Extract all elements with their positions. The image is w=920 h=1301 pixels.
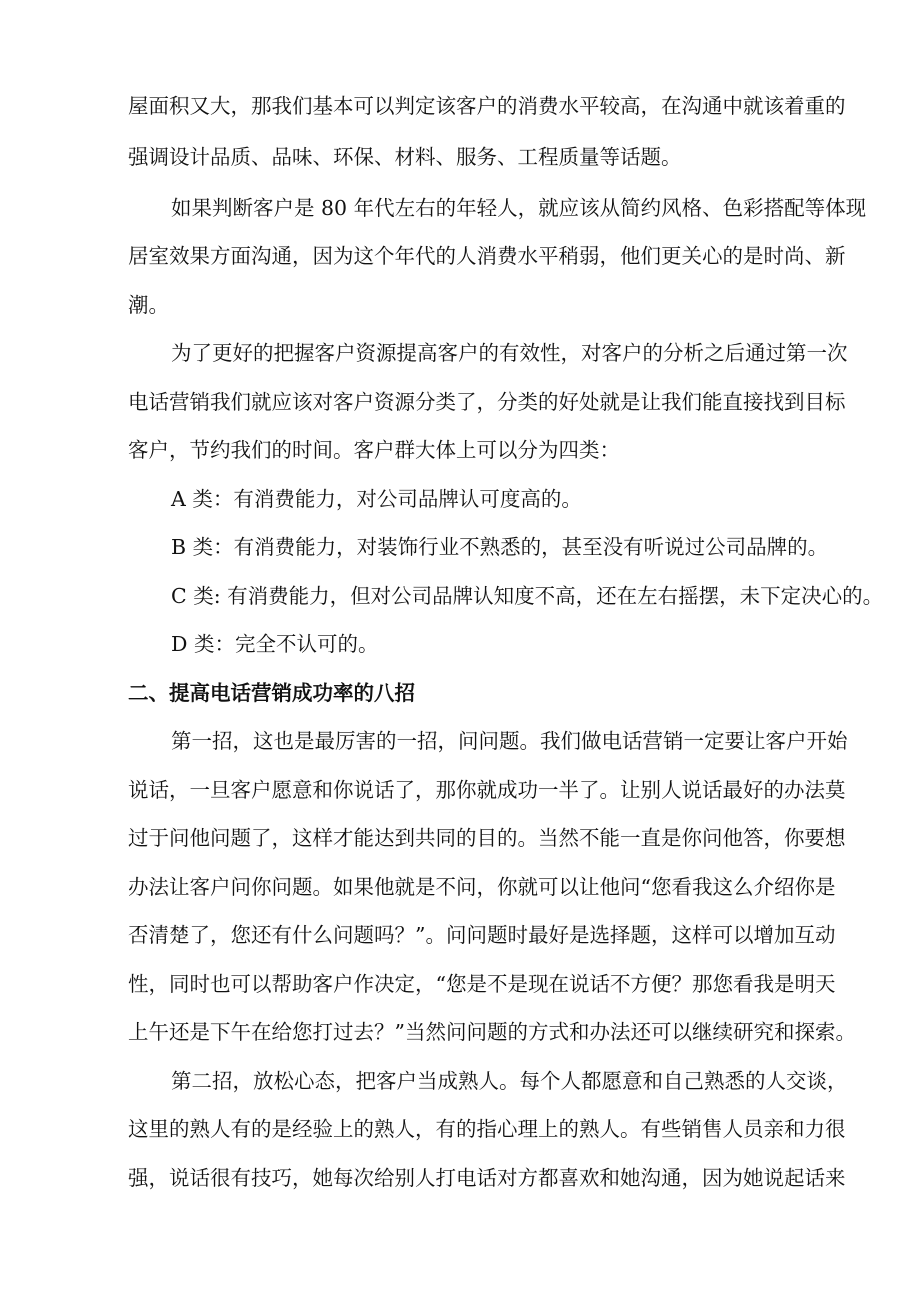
text-line: A 类：有消费能力，对公司品牌认可度高的。 bbox=[171, 487, 582, 511]
text-line: 第二招，放松心态，把客户当成熟人。每个人都愿意和自己熟悉的人交谈， bbox=[171, 1069, 848, 1093]
text-line: 如果判断客户是 80 年代左右的年轻人，就应该从简约风格、色彩搭配等体现 bbox=[171, 196, 867, 220]
text-line: C 类: 有消费能力，但对公司品牌认知度不高，还在左右摇摆，未下定决心的。 bbox=[171, 584, 884, 608]
text-line: B 类：有消费能力，对装饰行业不熟悉的，甚至没有听说过公司品牌的。 bbox=[171, 535, 829, 559]
text-line: 性，同时也可以帮助客户作决定，“您是不是现在说话不方便？那您看我是明天 bbox=[128, 972, 836, 996]
text-line: 客户，节约我们的时间。客户群大体上可以分为四类： bbox=[128, 438, 620, 462]
text-line: 办法让客户问你问题。如果他就是不问，你就可以让他问“您看我这么介绍你是 bbox=[128, 875, 836, 899]
text-line: 上午还是下午在给您打过去？”当然问问题的方式和办法还可以继续研究和探索。 bbox=[128, 1020, 856, 1044]
text-line: 过于问他问题了，这样才能达到共同的目的。当然不能一直是你问他答，你要想 bbox=[128, 826, 846, 850]
text-line: 否清楚了，您还有什么问题吗？”。问问题时最好是选择题，这样可以增加互动 bbox=[128, 923, 836, 947]
text-line: 第一招，这也是最厉害的一招，问问题。我们做电话营销一定要让客户开始 bbox=[171, 729, 848, 753]
text-line: 电话营销我们就应该对客户资源分类了，分类的好处就是让我们能直接找到目标 bbox=[128, 390, 846, 414]
text-line: 这里的熟人有的是经验上的熟人，有的指心理上的熟人。有些销售人员亲和力很 bbox=[128, 1117, 846, 1141]
text-line: 为了更好的把握客户资源提高客户的有效性，对客户的分析之后通过第一次 bbox=[171, 341, 848, 365]
text-line: 强调设计品质、品味、环保、材料、服务、工程质量等话题。 bbox=[128, 145, 682, 169]
text-line: D 类：完全不认可的。 bbox=[171, 632, 379, 656]
text-line: 强，说话很有技巧，她每次给别人打电话对方都喜欢和她沟通，因为她说起话来 bbox=[128, 1166, 846, 1190]
text-line: 居室效果方面沟通，因为这个年代的人消费水平稍弱，他们更关心的是时尚、新 bbox=[128, 244, 846, 268]
text-line: 说话，一旦客户愿意和你说话了，那你就成功一半了。让别人说话最好的办法莫 bbox=[128, 778, 846, 802]
text-line: 屋面积又大，那我们基本可以判定该客户的消费水平较高，在沟通中就该着重的 bbox=[128, 94, 846, 118]
text-line: 潮。 bbox=[128, 293, 169, 317]
section-heading: 二、提高电话营销成功率的八招 bbox=[128, 681, 415, 705]
